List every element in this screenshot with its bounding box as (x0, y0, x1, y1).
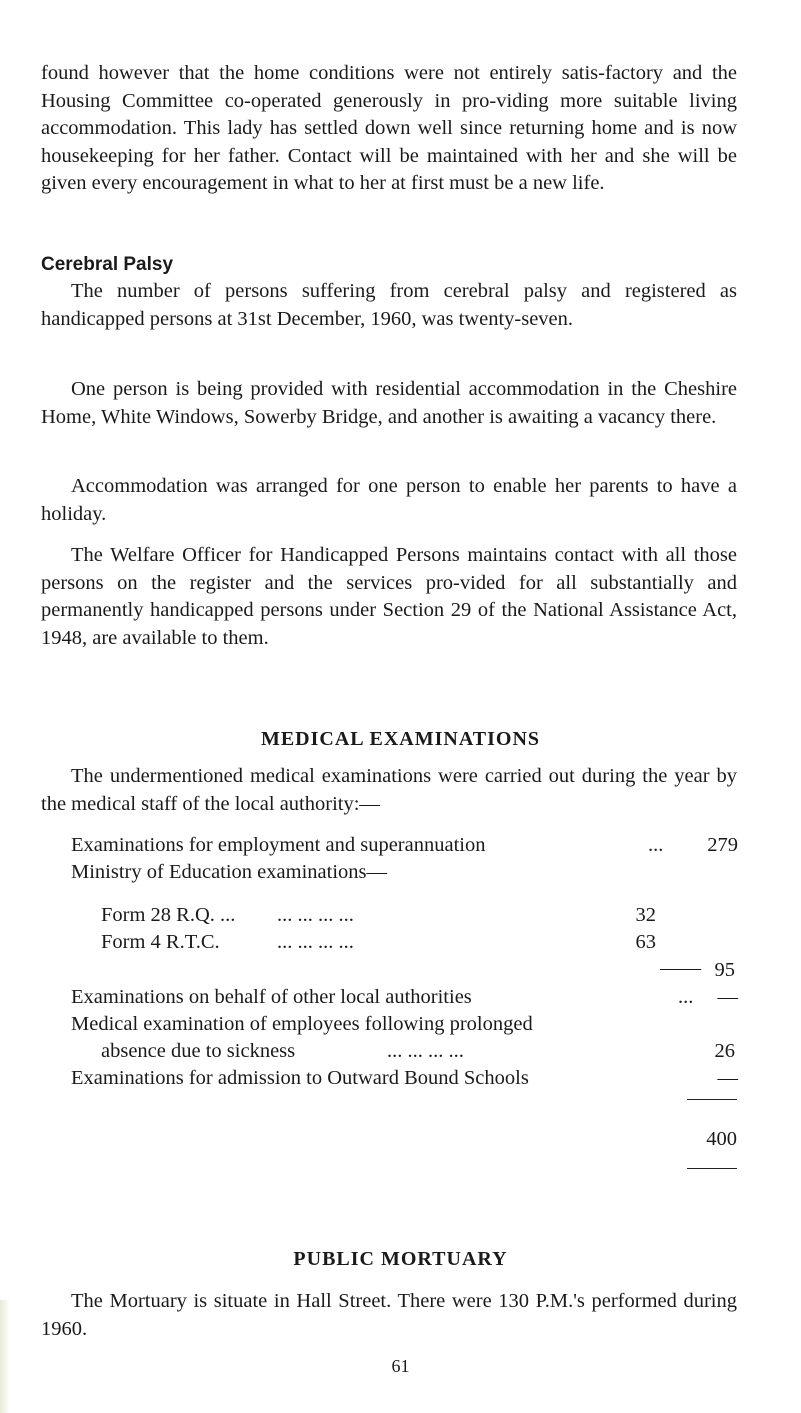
cerebral-palsy-paragraph-4: The Welfare Officer for Handicapped Persons maintains contact with all those persons on the register and the services pro-vided for all substantially and permanently handicapped persons under Section 29 of the National Assistance Act, 1948, are available to them. (41, 544, 737, 649)
outward-bound-value: — (717, 1067, 738, 1089)
other-authorities-value: — (717, 986, 738, 1008)
cerebral-palsy-paragraph-3: Accommodation was arranged for one person to enable her parents to have a holiday. (41, 475, 737, 525)
public-mortuary-paragraph: The Mortuary is situate in Hall Street. There were 130 P.M.'s performed during 1960. (41, 1290, 737, 1340)
form4-value: 63 (635, 931, 656, 953)
total-rule-bottom (687, 1168, 737, 1169)
intro-paragraph: found however that the home conditions were not entirely satis-factory and the Housing Committee co-operated generously in pro-viding more suitable living accommodation. This lady has settled down well since returning home and is now housekeeping for her father. Contact will be maintained with her and she will be given every encouragement in what to her at first must be a new life. (41, 62, 737, 195)
employees-label-line-2: absence due to sickness (101, 1040, 296, 1062)
ministry-total: 95 (714, 959, 735, 981)
form28-value: 32 (635, 904, 656, 926)
grand-total: 400 (706, 1128, 737, 1150)
outward-bound-label: Examinations for admission to Outward Bound Schools (71, 1067, 529, 1089)
medical-examinations-intro: The undermentioned medical examinations were carried out during the year by the medical staff of the local authority:— (41, 765, 737, 815)
employees-value: 26 (714, 1040, 735, 1062)
employment-label: Examinations for employment and superannuation (71, 834, 486, 856)
form4-label: Form 4 R.T.C. (101, 931, 220, 953)
employment-value: 279 (707, 834, 738, 856)
public-mortuary-heading: PUBLIC MORTUARY (293, 1248, 508, 1270)
form28-dots: ... ... ... ... (277, 904, 354, 926)
cerebral-palsy-heading: Cerebral Palsy (41, 254, 174, 275)
ministry-total-dash: —— (660, 957, 701, 979)
other-authorities-dots: ... (678, 986, 694, 1008)
employment-dots: ... (648, 834, 664, 856)
medical-examinations-heading: MEDICAL EXAMINATIONS (260, 728, 541, 750)
other-authorities-label: Examinations on behalf of other local authorities (71, 986, 472, 1008)
ministry-label: Ministry of Education examinations— (71, 861, 387, 883)
page-number: 61 (391, 1356, 410, 1376)
form28-label: Form 28 R.Q. ... (101, 904, 236, 926)
total-rule-top (687, 1099, 737, 1100)
form4-dots: ... ... ... ... (277, 931, 354, 953)
cerebral-palsy-paragraph-2: One person is being provided with residential accommodation in the Cheshire Home, White Windows, Sowerby Bridge, and another is awaiting a vacancy there. (41, 378, 737, 428)
employees-dots: ... ... ... ... (387, 1040, 464, 1062)
page-edge-shadow (0, 1300, 10, 1413)
cerebral-palsy-paragraph-1: The number of persons suffering from cerebral palsy and registered as handicapped persons at 31st December, 1960, was twenty-seven. (41, 280, 737, 330)
employees-label-line-1: Medical examination of employees following prolonged (71, 1013, 533, 1035)
